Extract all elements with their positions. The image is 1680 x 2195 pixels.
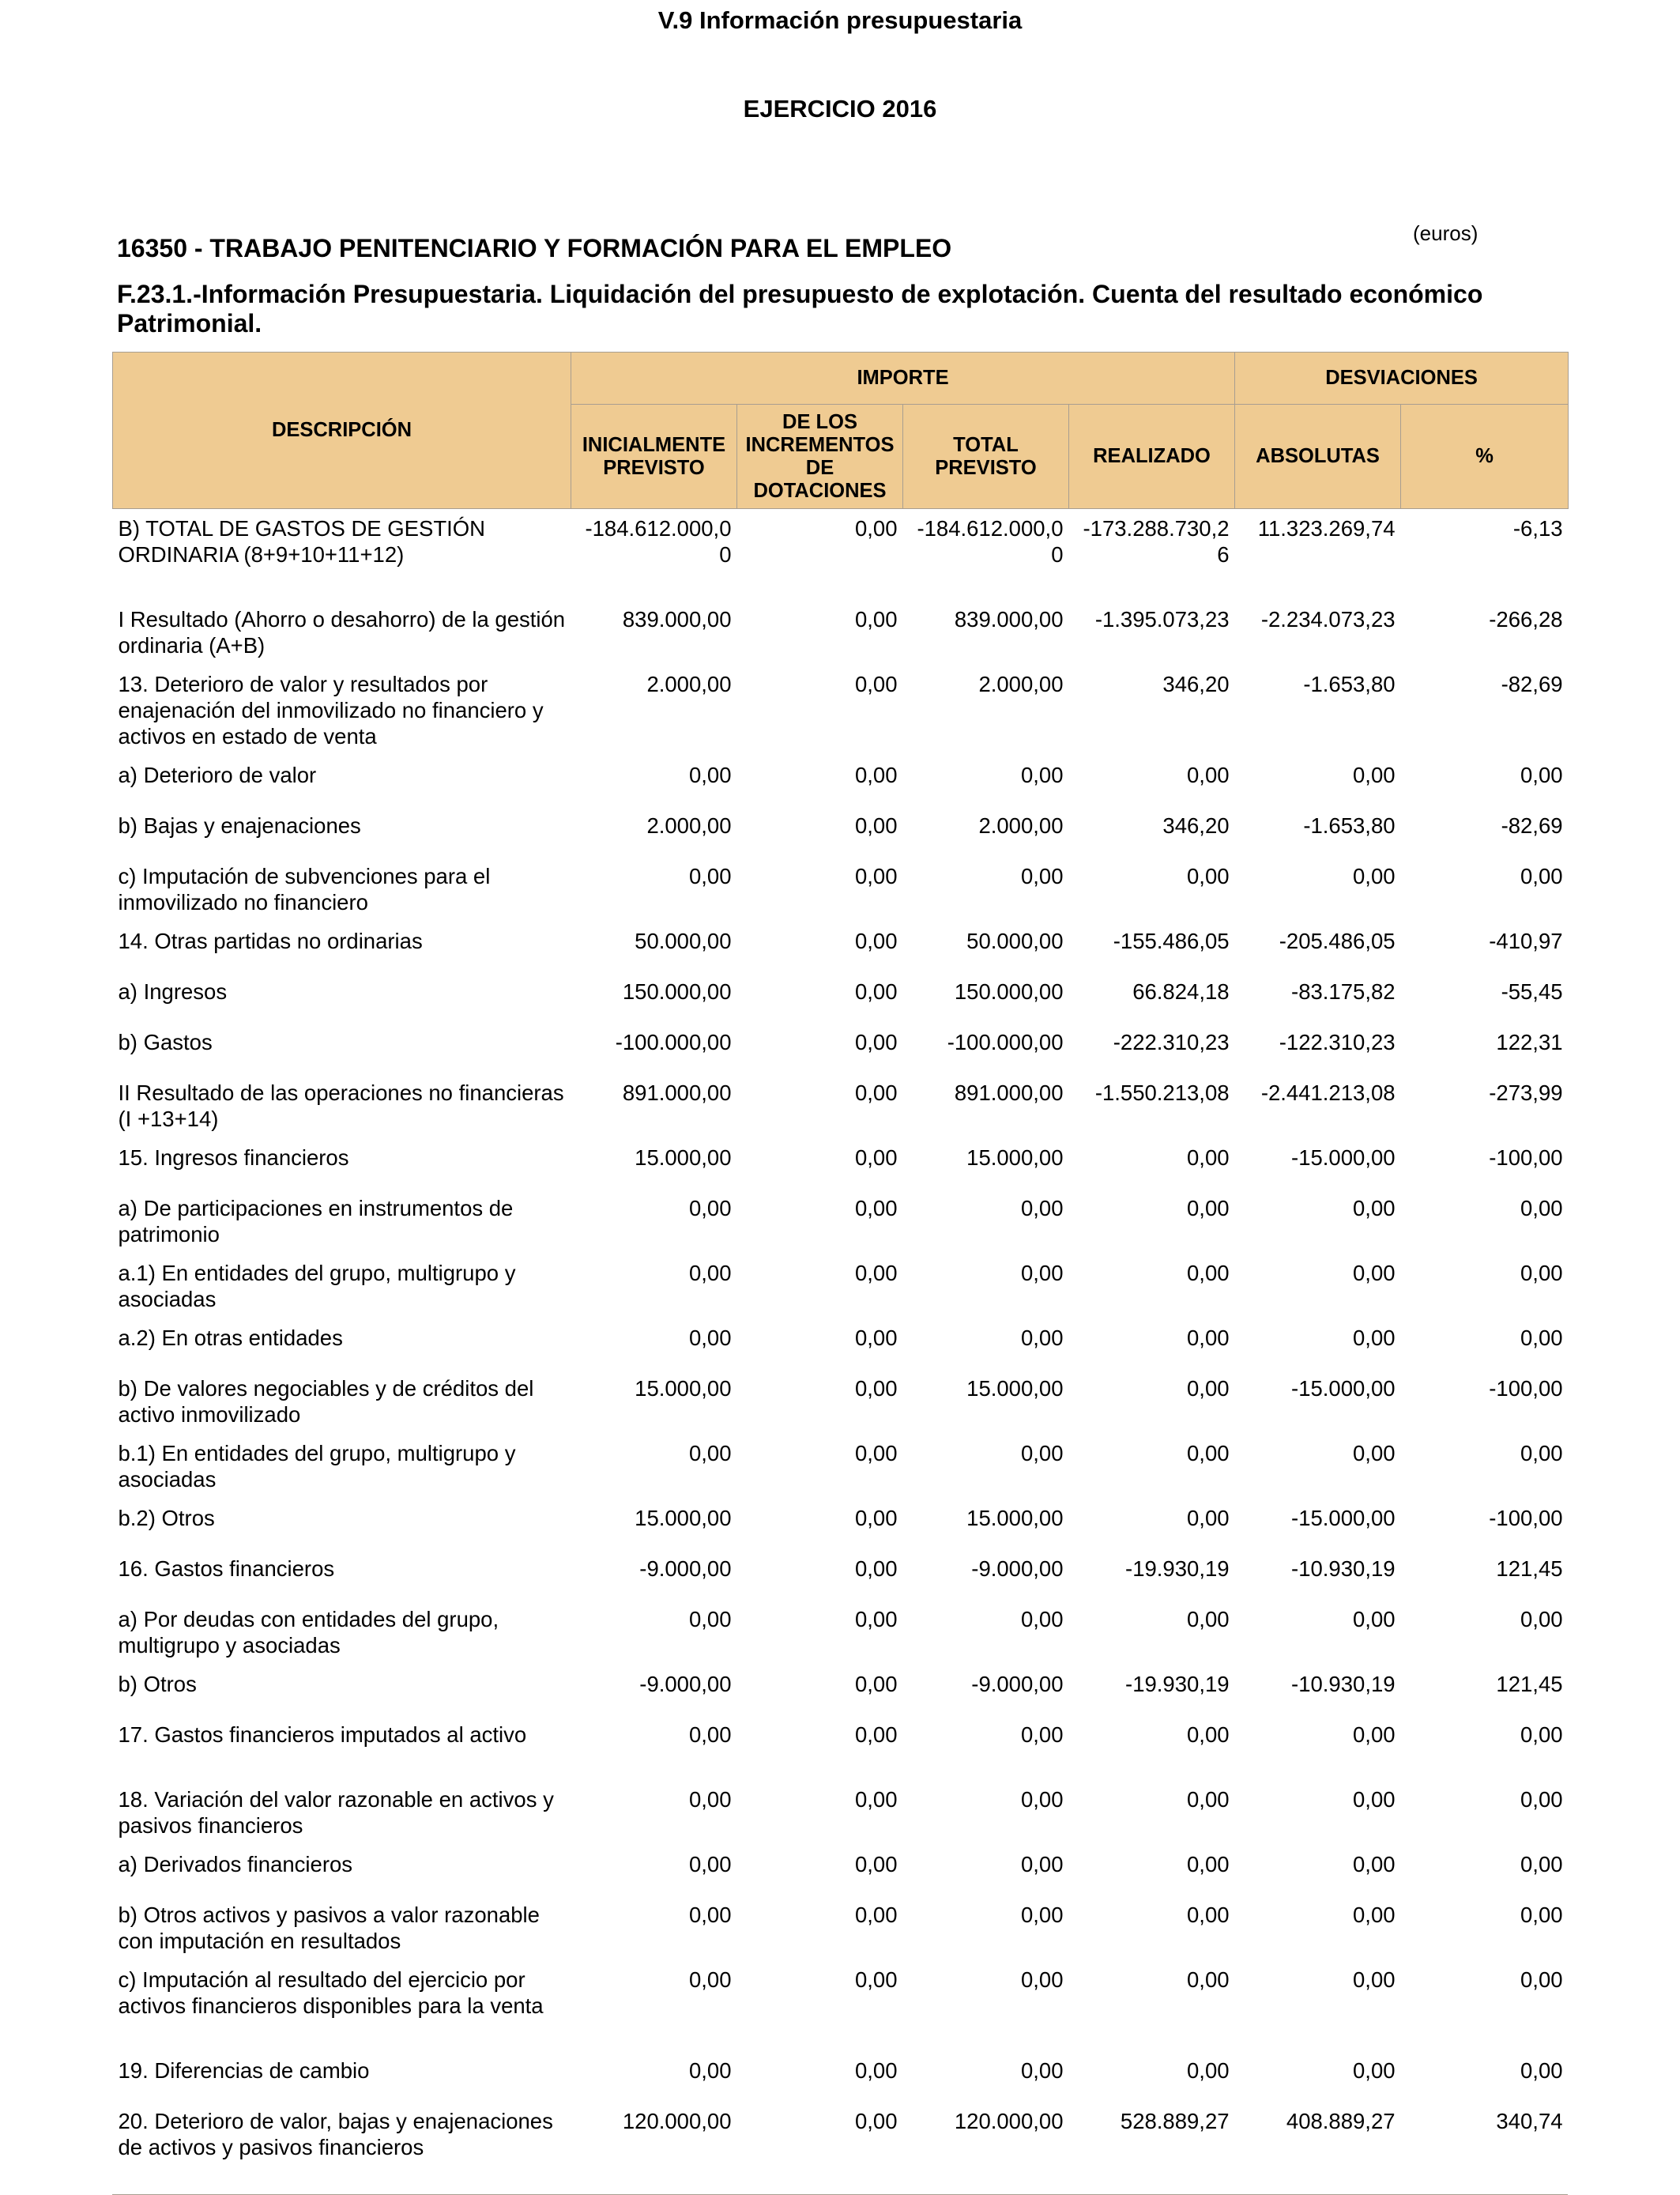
table-row — [113, 1499, 1569, 1549]
table-row — [113, 1600, 1569, 1665]
cell-absolutas: -205.486,05 — [1279, 928, 1396, 953]
section-title: V.9 Información presupuestaria — [657, 6, 1023, 34]
table-row — [113, 600, 1569, 665]
cell-incrementos: 0,00 — [854, 1902, 898, 1927]
cell-realizado: 0,00 — [1187, 1606, 1230, 1631]
cell-absolutas: -122.310,23 — [1279, 1029, 1396, 1054]
cell-porcentaje: 0,00 — [1520, 1325, 1563, 1350]
cell-absolutas: 0,00 — [1353, 1440, 1396, 1465]
cell-realizado: -19.930,19 — [1125, 1671, 1230, 1696]
cell-realizado: 0,00 — [1187, 1902, 1230, 1927]
cell-descripcion: 16. Gastos financieros — [118, 1556, 335, 1581]
cell-incrementos: 0,00 — [854, 1671, 898, 1696]
cell-realizado: -1.550.213,08 — [1094, 1080, 1230, 1105]
table-row — [113, 922, 1569, 972]
cell-incrementos: 0,00 — [854, 1556, 898, 1581]
cell-realizado: 0,00 — [1187, 1145, 1230, 1170]
cell-absolutas: -10.930,19 — [1291, 1671, 1396, 1696]
cell-absolutas: 0,00 — [1353, 1195, 1396, 1220]
cell-total-previsto: 0,00 — [1020, 762, 1064, 787]
cell-inicialmente-previsto: -184.612.000,00 — [585, 516, 732, 567]
cell-descripcion: B) TOTAL DE GASTOS DE GESTIÓN ORDINARIA (8+9+10+11+12) — [118, 516, 486, 567]
cell-descripcion: II Resultado de las operaciones no financieras (I +13+14) — [118, 1080, 564, 1131]
cell-inicialmente-previsto: 15.000,00 — [635, 1375, 732, 1401]
cell-absolutas: 11.323.269,74 — [1257, 516, 1396, 541]
cell-incrementos: 0,00 — [854, 1786, 898, 1812]
table-row — [113, 857, 1569, 922]
table-row — [113, 1189, 1569, 1254]
header-absolutas: ABSOLUTAS — [1235, 405, 1401, 509]
cell-realizado: 0,00 — [1187, 1325, 1230, 1350]
cell-porcentaje: 0,00 — [1520, 1440, 1563, 1465]
report-title: F.23.1.-Información Presupuestaria. Liquidación del presupuesto de explotación. Cuenta del resultado económico Patrimonial. — [117, 280, 1483, 338]
cell-incrementos: 0,00 — [854, 1260, 898, 1285]
cell-realizado: 0,00 — [1187, 2057, 1230, 2083]
cell-porcentaje: 340,74 — [1496, 2108, 1563, 2133]
cell-incrementos: 0,00 — [854, 1851, 898, 1876]
cell-total-previsto: 50.000,00 — [966, 928, 1064, 953]
cell-total-previsto: -9.000,00 — [971, 1556, 1064, 1581]
cell-absolutas: 0,00 — [1353, 1606, 1396, 1631]
exercise-year: EJERCICIO 2016 — [743, 95, 937, 123]
table-row — [113, 665, 1569, 756]
cell-inicialmente-previsto: 15.000,00 — [635, 1145, 732, 1170]
cell-absolutas: -1.653,80 — [1303, 813, 1396, 838]
cell-absolutas: 0,00 — [1353, 2057, 1396, 2083]
cell-realizado: 66.824,18 — [1132, 979, 1230, 1004]
cell-realizado: 0,00 — [1187, 863, 1230, 888]
cell-absolutas: 0,00 — [1353, 863, 1396, 888]
table-row — [113, 1434, 1569, 1499]
cell-realizado: 0,00 — [1187, 1786, 1230, 1812]
cell-descripcion: a) Por deudas con entidades del grupo, multigrupo y asociadas — [118, 1606, 499, 1658]
cell-absolutas: -15.000,00 — [1291, 1145, 1396, 1170]
table-header — [113, 353, 1569, 509]
cell-inicialmente-previsto: 0,00 — [688, 1440, 732, 1465]
header-desviaciones: DESVIACIONES — [1235, 353, 1569, 405]
header-realizado: REALIZADO — [1069, 405, 1235, 509]
cell-descripcion: a) Derivados financieros — [118, 1851, 353, 1876]
cell-porcentaje: 0,00 — [1520, 1967, 1563, 1992]
cell-inicialmente-previsto: 891.000,00 — [622, 1080, 732, 1105]
budget-table — [112, 352, 1569, 2193]
cell-descripcion: b) De valores negociables y de créditos del activo inmovilizado — [118, 1375, 534, 1427]
cell-porcentaje: 0,00 — [1520, 863, 1563, 888]
cell-descripcion: I Resultado (Ahorro o desahorro) de la gestión ordinaria (A+B) — [118, 606, 566, 658]
cell-porcentaje: -82,69 — [1501, 813, 1563, 838]
cell-total-previsto: 0,00 — [1020, 1902, 1064, 1927]
cell-inicialmente-previsto: -9.000,00 — [639, 1671, 732, 1696]
cell-descripcion: a.1) En entidades del grupo, multigrupo y asociadas — [118, 1260, 516, 1311]
cell-total-previsto: -184.612.000,00 — [917, 516, 1064, 567]
cell-descripcion: 17. Gastos financieros imputados al activo — [118, 1722, 527, 1747]
cell-porcentaje: -100,00 — [1489, 1505, 1563, 1530]
cell-absolutas: -15.000,00 — [1291, 1375, 1396, 1401]
cell-absolutas: 0,00 — [1353, 1851, 1396, 1876]
cell-porcentaje: 0,00 — [1520, 1195, 1563, 1220]
cell-porcentaje: 0,00 — [1520, 1902, 1563, 1927]
table-row — [113, 2051, 1569, 2102]
cell-total-previsto: 0,00 — [1020, 1195, 1064, 1220]
table-row — [113, 1254, 1569, 1318]
cell-descripcion: 18. Variación del valor razonable en activos y pasivos financieros — [118, 1786, 554, 1838]
cell-porcentaje: 0,00 — [1520, 1260, 1563, 1285]
cell-realizado: 0,00 — [1187, 1375, 1230, 1401]
cell-descripcion: b.2) Otros — [118, 1505, 215, 1530]
cell-incrementos: 0,00 — [854, 1375, 898, 1401]
cell-descripcion: b) Gastos — [118, 1029, 213, 1054]
cell-incrementos: 0,00 — [854, 762, 898, 787]
cell-absolutas: 408.889,27 — [1286, 2108, 1396, 2133]
cell-absolutas: -15.000,00 — [1291, 1505, 1396, 1530]
cell-realizado: 0,00 — [1187, 1851, 1230, 1876]
cell-descripcion: 20. Deterioro de valor, bajas y enajenaciones de activos y pasivos financieros — [118, 2108, 553, 2159]
table-row — [113, 1845, 1569, 1895]
cell-inicialmente-previsto: 0,00 — [688, 1195, 732, 1220]
cell-inicialmente-previsto: 0,00 — [688, 1967, 732, 1992]
cell-absolutas: -2.441.213,08 — [1260, 1080, 1396, 1105]
unit-label: (euros) — [1413, 221, 1478, 245]
cell-absolutas: 0,00 — [1353, 1260, 1396, 1285]
cell-absolutas: -1.653,80 — [1303, 671, 1396, 696]
table-row — [113, 1023, 1569, 1073]
cell-realizado: 0,00 — [1187, 1440, 1230, 1465]
cell-absolutas: 0,00 — [1353, 1967, 1396, 1992]
cell-inicialmente-previsto: 0,00 — [688, 863, 732, 888]
cell-descripcion: c) Imputación al resultado del ejercicio por activos financieros disponibles para la venta — [118, 1967, 544, 2018]
cell-descripcion: b) Bajas y enajenaciones — [118, 813, 361, 838]
cell-total-previsto: -9.000,00 — [971, 1671, 1064, 1696]
cell-incrementos: 0,00 — [854, 516, 898, 541]
cell-incrementos: 0,00 — [854, 979, 898, 1004]
cell-total-previsto: 15.000,00 — [966, 1145, 1064, 1170]
header-descripcion: DESCRIPCIÓN — [113, 353, 571, 509]
cell-absolutas: 0,00 — [1353, 1902, 1396, 1927]
cell-total-previsto: 2.000,00 — [978, 813, 1064, 838]
cell-incrementos: 0,00 — [854, 813, 898, 838]
table-row — [113, 1665, 1569, 1715]
cell-total-previsto: 150.000,00 — [954, 979, 1064, 1004]
cell-descripcion: 15. Ingresos financieros — [118, 1145, 349, 1170]
cell-inicialmente-previsto: 0,00 — [688, 1786, 732, 1812]
cell-realizado: -19.930,19 — [1125, 1556, 1230, 1581]
cell-incrementos: 0,00 — [854, 928, 898, 953]
cell-total-previsto: 839.000,00 — [954, 606, 1064, 632]
cell-realizado: 0,00 — [1187, 1260, 1230, 1285]
cell-total-previsto: 15.000,00 — [966, 1375, 1064, 1401]
cell-total-previsto: 0,00 — [1020, 863, 1064, 888]
cell-realizado: 528.889,27 — [1120, 2108, 1230, 2133]
cell-total-previsto: 0,00 — [1020, 1325, 1064, 1350]
cell-inicialmente-previsto: 120.000,00 — [622, 2108, 732, 2133]
table-row — [113, 1073, 1569, 1138]
cell-descripcion: 19. Diferencias de cambio — [118, 2057, 370, 2083]
table-row — [113, 756, 1569, 806]
cell-inicialmente-previsto: 0,00 — [688, 2057, 732, 2083]
cell-incrementos: 0,00 — [854, 1722, 898, 1747]
cell-realizado: 0,00 — [1187, 1967, 1230, 1992]
cell-porcentaje: -266,28 — [1489, 606, 1563, 632]
cell-total-previsto: 891.000,00 — [954, 1080, 1064, 1105]
cell-incrementos: 0,00 — [854, 1606, 898, 1631]
cell-inicialmente-previsto: 15.000,00 — [635, 1505, 732, 1530]
cell-absolutas: 0,00 — [1353, 1325, 1396, 1350]
cell-porcentaje: -100,00 — [1489, 1375, 1563, 1401]
cell-total-previsto: 0,00 — [1020, 1851, 1064, 1876]
cell-realizado: 0,00 — [1187, 1722, 1230, 1747]
cell-descripcion: a) Ingresos — [118, 979, 228, 1004]
cell-inicialmente-previsto: 0,00 — [688, 762, 732, 787]
cell-total-previsto: 0,00 — [1020, 1260, 1064, 1285]
cell-realizado: 0,00 — [1187, 762, 1230, 787]
cell-inicialmente-previsto: -9.000,00 — [639, 1556, 732, 1581]
cell-porcentaje: 0,00 — [1520, 1606, 1563, 1631]
header-inicialmente-previsto: INICIALMENTE PREVISTO — [571, 405, 737, 509]
cell-inicialmente-previsto: 0,00 — [688, 1325, 732, 1350]
table-row — [113, 2102, 1569, 2193]
cell-descripcion: a) Deterioro de valor — [118, 762, 317, 787]
cell-incrementos: 0,00 — [854, 2108, 898, 2133]
cell-porcentaje: -55,45 — [1501, 979, 1563, 1004]
cell-incrementos: 0,00 — [854, 1145, 898, 1170]
cell-porcentaje: -273,99 — [1489, 1080, 1563, 1105]
cell-total-previsto: 0,00 — [1020, 1967, 1064, 1992]
cell-incrementos: 0,00 — [854, 1967, 898, 1992]
cell-incrementos: 0,00 — [854, 1195, 898, 1220]
cell-incrementos: 0,00 — [854, 863, 898, 888]
cell-incrementos: 0,00 — [854, 606, 898, 632]
cell-porcentaje: 122,31 — [1496, 1029, 1563, 1054]
cell-porcentaje: -100,00 — [1489, 1145, 1563, 1170]
cell-inicialmente-previsto: 0,00 — [688, 1902, 732, 1927]
table-row — [113, 1960, 1569, 2051]
cell-absolutas: 0,00 — [1353, 1786, 1396, 1812]
cell-absolutas: -2.234.073,23 — [1260, 606, 1396, 632]
table-body — [113, 509, 1569, 2193]
cell-absolutas: 0,00 — [1353, 1722, 1396, 1747]
entity-title: 16350 - TRABAJO PENITENCIARIO Y FORMACIÓN PARA EL EMPLEO — [117, 234, 952, 262]
cell-absolutas: -83.175,82 — [1291, 979, 1396, 1004]
table-row — [113, 1780, 1569, 1845]
cell-incrementos: 0,00 — [854, 1325, 898, 1350]
table-row — [113, 1318, 1569, 1369]
cell-realizado: -173.288.730,26 — [1083, 516, 1230, 567]
cell-porcentaje: -82,69 — [1501, 671, 1563, 696]
cell-incrementos: 0,00 — [854, 1080, 898, 1105]
table-row — [113, 1895, 1569, 1960]
cell-incrementos: 0,00 — [854, 1505, 898, 1530]
cell-realizado: -1.395.073,23 — [1094, 606, 1230, 632]
cell-inicialmente-previsto: 0,00 — [688, 1851, 732, 1876]
cell-descripcion: b.1) En entidades del grupo, multigrupo y asociadas — [118, 1440, 516, 1492]
cell-descripcion: b) Otros — [118, 1671, 197, 1696]
cell-inicialmente-previsto: 839.000,00 — [622, 606, 732, 632]
header-incrementos: DE LOS INCREMENTOS DE DOTACIONES — [737, 405, 903, 509]
cell-porcentaje: 0,00 — [1520, 2057, 1563, 2083]
cell-descripcion: 14. Otras partidas no ordinarias — [118, 928, 423, 953]
table-row — [113, 1549, 1569, 1600]
cell-porcentaje: 0,00 — [1520, 1722, 1563, 1747]
table-row — [113, 806, 1569, 857]
cell-incrementos: 0,00 — [854, 671, 898, 696]
table-row — [113, 1369, 1569, 1434]
cell-realizado: -222.310,23 — [1113, 1029, 1230, 1054]
cell-total-previsto: 0,00 — [1020, 1440, 1064, 1465]
cell-porcentaje: -6,13 — [1512, 516, 1563, 541]
header-porcentaje: % — [1401, 405, 1569, 509]
header-importe: IMPORTE — [571, 353, 1235, 405]
cell-porcentaje: 0,00 — [1520, 762, 1563, 787]
cell-total-previsto: 0,00 — [1020, 1786, 1064, 1812]
cell-realizado: 346,20 — [1162, 671, 1230, 696]
cell-porcentaje: -410,97 — [1489, 928, 1563, 953]
cell-descripcion: b) Otros activos y pasivos a valor razonable con imputación en resultados — [118, 1902, 540, 1953]
cell-inicialmente-previsto: -100.000,00 — [615, 1029, 732, 1054]
cell-total-previsto: 2.000,00 — [978, 671, 1064, 696]
cell-descripcion: a.2) En otras entidades — [118, 1325, 343, 1350]
cell-total-previsto: 15.000,00 — [966, 1505, 1064, 1530]
table-row — [113, 509, 1569, 600]
cell-inicialmente-previsto: 0,00 — [688, 1260, 732, 1285]
cell-inicialmente-previsto: 150.000,00 — [622, 979, 732, 1004]
cell-descripcion: c) Imputación de subvenciones para el inmovilizado no financiero — [118, 863, 491, 915]
cell-inicialmente-previsto: 50.000,00 — [635, 928, 732, 953]
cell-descripcion: 13. Deterioro de valor y resultados por enajenación del inmovilizado no financiero y activos en estado de venta — [118, 671, 544, 749]
cell-absolutas: -10.930,19 — [1291, 1556, 1396, 1581]
table-row — [113, 972, 1569, 1023]
table-row — [113, 1138, 1569, 1189]
cell-realizado: 346,20 — [1162, 813, 1230, 838]
cell-total-previsto: 0,00 — [1020, 2057, 1064, 2083]
cell-total-previsto: 120.000,00 — [954, 2108, 1064, 2133]
cell-incrementos: 0,00 — [854, 1029, 898, 1054]
cell-descripcion: a) De participaciones en instrumentos de patrimonio — [118, 1195, 514, 1246]
cell-incrementos: 0,00 — [854, 1440, 898, 1465]
table-row — [113, 1715, 1569, 1780]
header-total-previsto: TOTAL PREVISTO — [903, 405, 1069, 509]
cell-inicialmente-previsto: 0,00 — [688, 1606, 732, 1631]
cell-porcentaje: 0,00 — [1520, 1851, 1563, 1876]
cell-total-previsto: 0,00 — [1020, 1606, 1064, 1631]
cell-porcentaje: 121,45 — [1496, 1556, 1563, 1581]
cell-realizado: 0,00 — [1187, 1505, 1230, 1530]
cell-porcentaje: 0,00 — [1520, 1786, 1563, 1812]
cell-absolutas: 0,00 — [1353, 762, 1396, 787]
cell-total-previsto: 0,00 — [1020, 1722, 1064, 1747]
cell-total-previsto: -100.000,00 — [947, 1029, 1064, 1054]
cell-inicialmente-previsto: 2.000,00 — [646, 671, 732, 696]
cell-incrementos: 0,00 — [854, 2057, 898, 2083]
cell-inicialmente-previsto: 0,00 — [688, 1722, 732, 1747]
cell-realizado: -155.486,05 — [1113, 928, 1230, 953]
cell-realizado: 0,00 — [1187, 1195, 1230, 1220]
cell-inicialmente-previsto: 2.000,00 — [646, 813, 732, 838]
cell-porcentaje: 121,45 — [1496, 1671, 1563, 1696]
